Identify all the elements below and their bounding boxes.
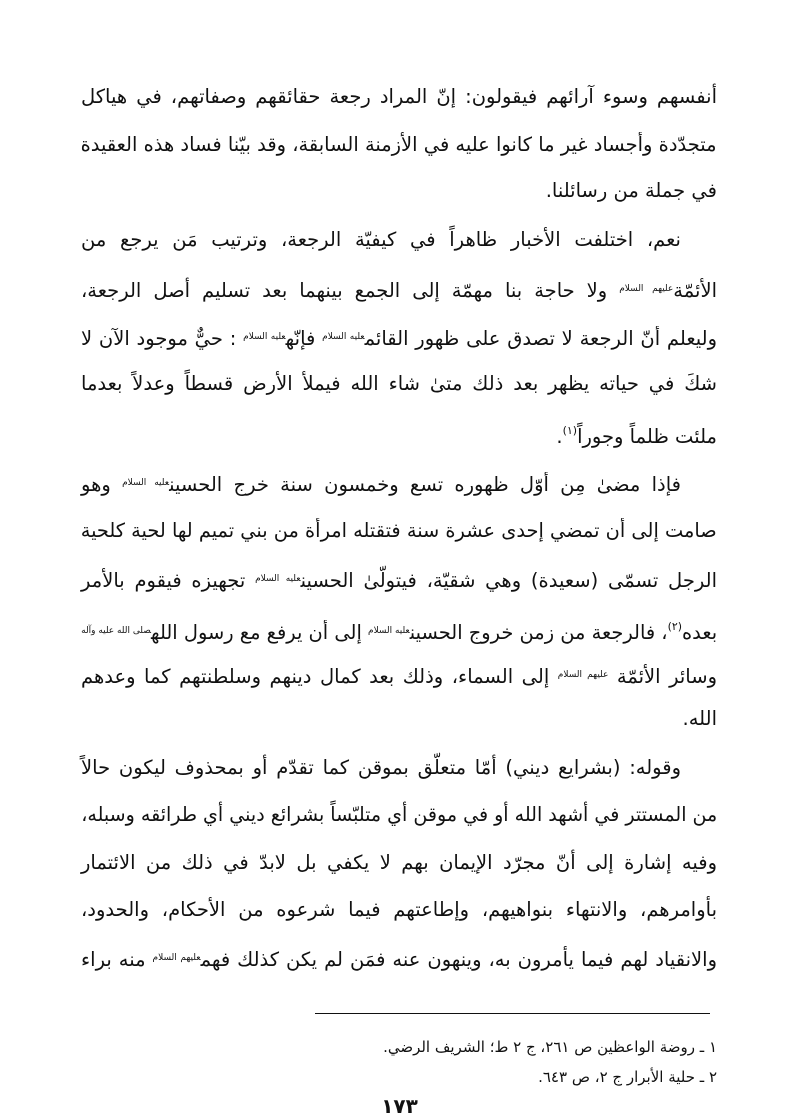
text-segment: الله. bbox=[682, 707, 717, 730]
text-line-content bbox=[81, 369, 717, 399]
text-line-content bbox=[81, 848, 717, 878]
text-segment: في جملة من رسائلنا. bbox=[545, 179, 717, 202]
honorific-glyph: عليه السلام bbox=[122, 478, 170, 488]
text-segment: فإذا مضىٰ مِن أوّل ظهوره تسع وخمسون سنة خرج الحسين bbox=[169, 473, 681, 496]
text-line-content bbox=[81, 274, 717, 306]
text-line-content bbox=[81, 612, 717, 648]
text-line bbox=[81, 416, 717, 446]
text-line-content bbox=[81, 800, 717, 830]
text-line bbox=[81, 176, 717, 206]
text-line bbox=[81, 274, 717, 304]
honorific-glyph: عليهم السلام bbox=[619, 284, 674, 294]
text-segment: ولا حاجة بنا مهمّة إلى الجمع بينهما بعد تسليم أصل الرجعة، bbox=[81, 279, 620, 302]
text-line bbox=[81, 369, 717, 399]
text-segment: تجهيزه فيقوم بالأمر bbox=[81, 569, 256, 592]
text-line-content bbox=[683, 704, 717, 734]
text-line-content bbox=[81, 660, 717, 692]
text-line-content bbox=[81, 895, 717, 925]
text-line bbox=[81, 800, 717, 830]
text-line bbox=[81, 753, 681, 783]
text-segment: نعم، اختلفت الأخبار ظاهراً في كيفيّة الرجعة، وترتيب مَن يرجع من bbox=[81, 228, 681, 251]
text-segment: وقوله: (بشرايع ديني) أمّا متعلّق بموقن كما تقدّم أو بمحذوف ليكون حالاً bbox=[81, 756, 681, 779]
text-line-content bbox=[81, 564, 717, 596]
text-segment: ، فالرجعة من زمن خروج الحسين bbox=[409, 621, 668, 644]
text-segment: : حيٌّ موجود الآن لا bbox=[81, 327, 244, 350]
text-segment: بعده bbox=[681, 621, 717, 644]
honorific-glyph: عليه السلام bbox=[322, 332, 365, 342]
text-line-content bbox=[81, 943, 717, 975]
text-segment: بأوامرهم، والانتهاء بنواهيهم، وإطاعتهم فيما شرعوه من الأحكام، والحدود، bbox=[81, 898, 717, 921]
text-segment: متجدّدة وأجساد غير ما كانوا عليه في الأزمنة السابقة، وقد بيّنا فساد هذه العقيدة bbox=[81, 133, 717, 156]
text-segment: وهو bbox=[81, 473, 123, 496]
text-line-content bbox=[81, 225, 681, 255]
text-segment: وسائر الأئمّة bbox=[608, 665, 717, 688]
text-segment: أنفسهم وسوء آرائهم فيقولون: إنّ المراد رجعة حقائقهم وصفاتهم، في هياكل bbox=[81, 85, 717, 108]
text-line-content bbox=[546, 176, 717, 206]
footnote-2: ٢ ـ حلية الأبرار ج ٢، ص ٦٤٣. bbox=[538, 1068, 717, 1086]
text-line bbox=[81, 848, 717, 878]
footnote-divider bbox=[315, 1013, 710, 1014]
text-segment: . bbox=[556, 425, 563, 448]
text-line-content bbox=[81, 468, 681, 500]
honorific-glyph: صلى الله عليه وآله bbox=[81, 626, 151, 636]
page-number: ١٧٣ bbox=[381, 1094, 418, 1118]
text-line bbox=[81, 225, 681, 255]
footnote-reference: (١) bbox=[562, 424, 578, 437]
text-line-content bbox=[81, 322, 717, 354]
honorific-glyph: عليهم السلام bbox=[152, 953, 201, 963]
text-segment: صامت إلى أن تمضي إحدى عشرة سنة فتقتله امرأة من بني تميم لها لحية كلحية bbox=[81, 519, 717, 542]
text-line-content bbox=[81, 516, 717, 546]
text-line bbox=[81, 660, 717, 690]
text-line bbox=[81, 82, 717, 112]
text-line-content bbox=[81, 753, 681, 783]
text-segment: فإنّه bbox=[285, 327, 323, 350]
honorific-glyph: عليه السلام bbox=[243, 332, 286, 342]
text-segment: الرجل تسمّى (سعيدة) وهي شقيّة، فيتولّىٰ الحسين bbox=[300, 569, 717, 592]
text-segment: والانقياد لهم فيما يأمرون به، وينهون عنه فمَن لم يكن كذلك فهم bbox=[200, 948, 717, 971]
text-line-content bbox=[81, 130, 717, 160]
text-line bbox=[81, 943, 717, 973]
footnote-reference: (٢) bbox=[667, 620, 682, 633]
text-segment: إلى السماء، وذلك بعد كمال دينهم وسلطنتهم كما وعدهم bbox=[81, 665, 558, 688]
text-line bbox=[81, 564, 717, 594]
text-line bbox=[81, 704, 717, 734]
text-line bbox=[81, 468, 681, 498]
text-line bbox=[81, 516, 717, 546]
honorific-glyph: عليهم السلام bbox=[557, 670, 609, 680]
text-line bbox=[81, 612, 717, 642]
text-segment: إلى أن يرفع مع رسول الله bbox=[150, 621, 368, 644]
honorific-glyph: عليه السلام bbox=[367, 626, 410, 636]
text-segment: ملئت ظلماً وجوراً bbox=[577, 425, 717, 448]
text-segment: وفيه إشارة إلى أنّ مجرّد الإيمان بهم لا يكفي بل لابدّ في ذلك من الائتمار bbox=[81, 851, 717, 874]
text-line bbox=[81, 895, 717, 925]
text-line-content bbox=[81, 82, 717, 112]
text-segment: وليعلم أنّ الرجعة لا تصدق على ظهور القائم bbox=[364, 327, 717, 350]
text-segment: الأئمّة bbox=[673, 279, 717, 302]
text-line bbox=[81, 322, 717, 352]
text-segment: شكَ في حياته يظهر بعد ذلك متىٰ شاء الله فيملأ الأرض قسطاً وعدلاً بعدما bbox=[81, 372, 717, 395]
footnote-1: ١ ـ روضة الواعظين ص ٢٦١، ج ٢ ط؛ الشريف الرضي. bbox=[383, 1038, 717, 1056]
text-line bbox=[81, 130, 717, 160]
text-segment: من المستتر في أشهد الله أو في موقن أي متلبّساً بشرائع ديني أي طرائقه وسبله، bbox=[81, 803, 717, 826]
text-line-content bbox=[556, 416, 717, 452]
honorific-glyph: عليه السلام bbox=[255, 574, 301, 584]
text-segment: منه براء bbox=[81, 948, 153, 971]
